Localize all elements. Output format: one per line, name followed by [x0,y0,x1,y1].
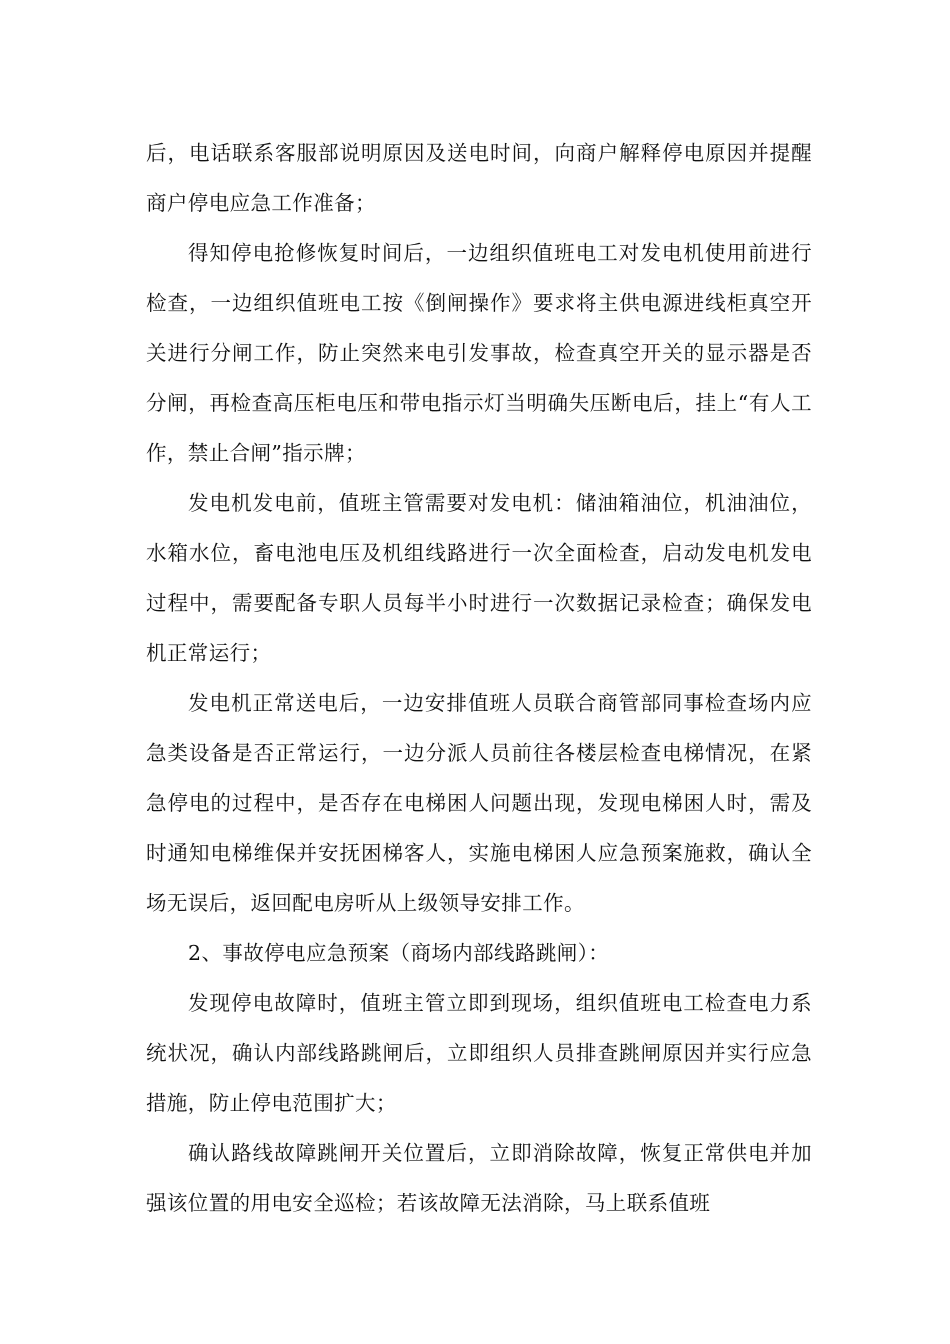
paragraph-generator-check: 发电机发电前，值班主管需要对发电机：储油箱油位，机油油位，水箱水位，畜电池电压及机组线路进行一次全面检查，启动发电机发电过程中，需要配备专职人员每半小时进行一次数据记录检查；确保发电机正常运行； [146,491,812,665]
section-heading-accident-outage: 2、事故停电应急预案（商场内部线路跳闸）： [188,941,610,965]
paragraph-repair-check: 得知停电抢修恢复时间后，一边组织值班电工对发电机使用前进行检查，一边组织值班电工按《倒闸操作》要求将主供电源进线柜真空开关进行分闸工作，防止突然来电引发事故，检查真空开关的显示器是否分闸，再检查高压柜电压和带电指示灯当明确失压断电后，挂上“有人工作，禁止合闸”指示牌； [146,241,812,465]
paragraph-fault-clearing: 确认路线故障跳闸开关位置后，立即消除故障，恢复正常供电并加强该位置的用电安全巡检；若该故障无法消除，马上联系值班 [146,1141,812,1215]
paragraph-continuation: 后，电话联系客服部说明原因及送电时间，向商户解释停电原因并提醒商户停电应急工作准备； [146,141,812,215]
document-body [146,128,812,1228]
paragraph-fault-discovery: 发现停电故障时，值班主管立即到现场，组织值班电工检查电力系统状况，确认内部线路跳闸后，立即组织人员排查跳闸原因并实行应急措施，防止停电范围扩大； [146,991,812,1115]
paragraph-elevator-check: 发电机正常送电后，一边安排值班人员联合商管部同事检查场内应急类设备是否正常运行，一边分派人员前往各楼层检查电梯情况，在紧急停电的过程中，是否存在电梯困人问题出现，发现电梯困人时，需及时通知电梯维保并安抚困梯客人，实施电梯困人应急预案施救，确认全场无误后，返回配电房听从上级领导安排工作。 [146,691,812,915]
